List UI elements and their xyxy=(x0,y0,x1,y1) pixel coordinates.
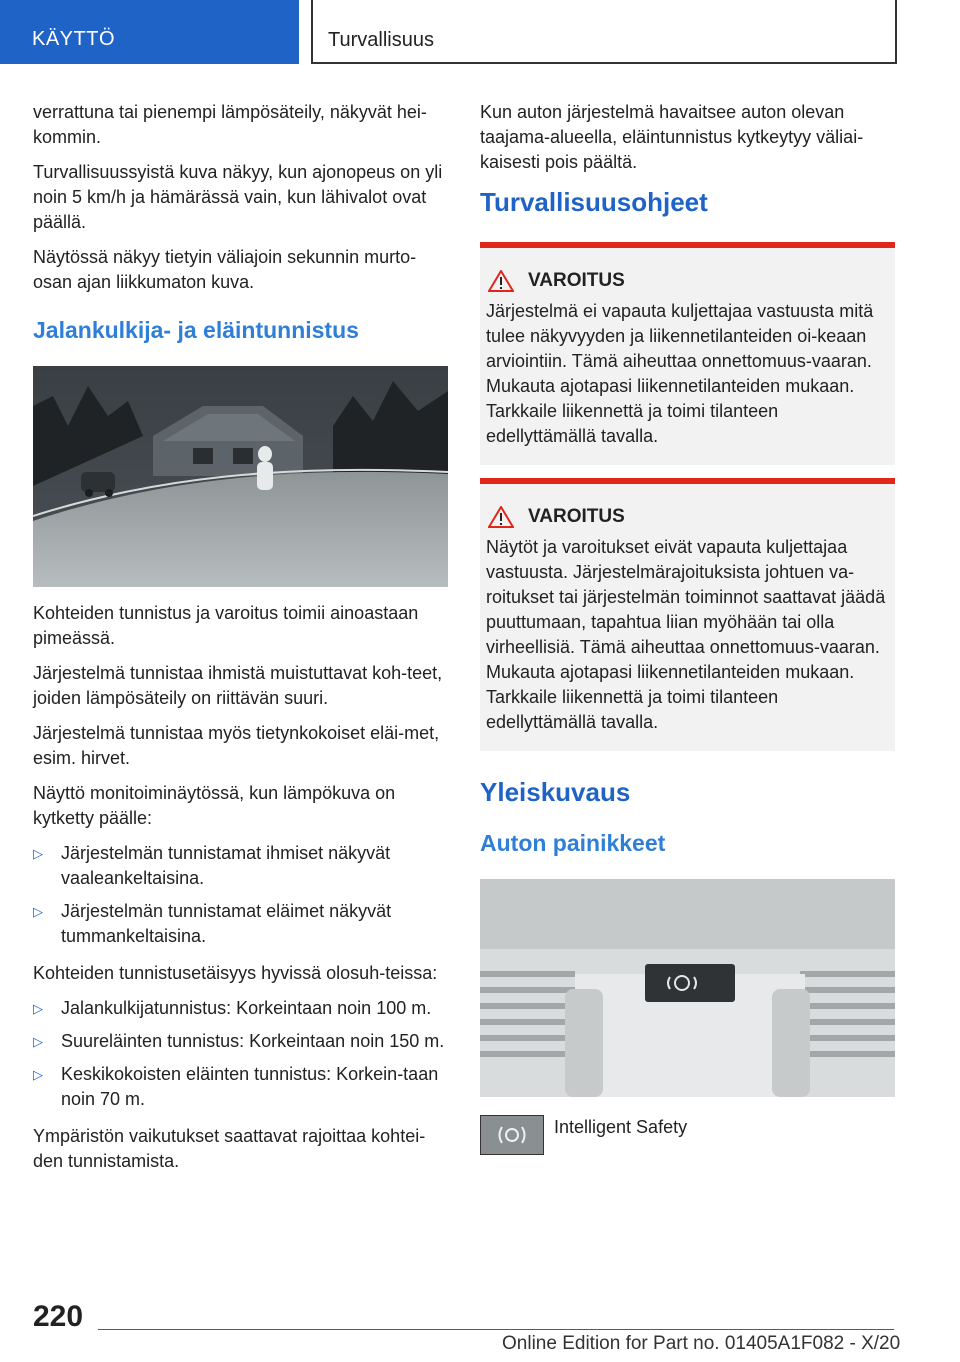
subsection-heading: Auton painikkeet xyxy=(480,830,666,856)
footer-divider xyxy=(98,1329,894,1330)
warning-text: Näytöt ja varoitukset eivät vapauta kuljettajaa vastuusta. Järjestelmärajoituksista johtuen va-roitukset tai järjestelmän toiminnot saattavat jäädä puuttumaan, tapahtua liian myöhään tai olla virheellisiä. Tämä aiheuttaa onnettomuus-vaaran. Mukauta ajotapasi liikennetilanteiden mukaan. Tarkkaile liikennettä ja toimi tilanteen edellyttämällä tavalla. xyxy=(486,537,886,732)
paragraph: verrattuna tai pienempi lämpösäteily, näkyvät hei-kommin. xyxy=(33,102,427,147)
section-heading: Yleiskuvaus xyxy=(480,777,631,807)
warning-title: VAROITUS xyxy=(486,270,887,292)
triangle-bullet-icon: ▷ xyxy=(33,846,43,861)
car-buttons-image xyxy=(480,879,895,1097)
thermal-night-image xyxy=(33,366,448,587)
warning-text: Järjestelmä ei vapauta kuljettajaa vastuusta mitä tulee näkyvyyden ja liikennetilanteiden oi-keaan arviointiin. Tämä aiheuttaa onnettomuus-vaaran. Mukauta ajotapasi liikennetilanteiden mukaan. Tarkkaile liikennettä ja toimi tilanteen edellyttämällä tavalla. xyxy=(486,301,874,446)
paragraph: Turvallisuussyistä kuva näkyy, kun ajonopeus on yli noin 5 km/h ja hämärässä vain, kun lähivalot ovat päällä. xyxy=(33,162,443,232)
left-column xyxy=(33,100,448,1184)
warning-title: VAROITUS xyxy=(486,506,887,528)
bullet-list xyxy=(33,841,448,949)
triangle-bullet-icon: ▷ xyxy=(33,1067,43,1082)
bullet-list xyxy=(33,996,448,1112)
right-column xyxy=(480,100,895,1155)
chapter-title: Turvallisuus xyxy=(328,29,434,51)
paragraph: Järjestelmä tunnistaa ihmistä muistuttavat koh-teet, joiden lämpösäteily on riittävän suuri. xyxy=(33,663,443,708)
button-label: Intelligent Safety xyxy=(554,1117,688,1137)
triangle-bullet-icon: ▷ xyxy=(33,904,43,919)
warning-box xyxy=(480,242,895,465)
page-number: 220 xyxy=(33,1300,84,1333)
list-item: ▷ Järjestelmän tunnistamat ihmiset näkyvät vaaleankeltaisina. xyxy=(33,843,391,888)
paragraph: Ympäristön vaikutukset saattavat rajoittaa kohtei-den tunnistamista. xyxy=(33,1126,426,1171)
paragraph: Näyttö monitoiminäytössä, kun lämpökuva on kytketty päälle: xyxy=(33,783,396,828)
paragraph: Kohteiden tunnistusetäisyys hyvissä olosuh-teissa: xyxy=(33,963,438,983)
warning-box xyxy=(480,478,895,751)
list-item: ▷ Järjestelmän tunnistamat eläimet näkyvät tummankeltaisina. xyxy=(33,901,392,946)
edition-note: Online Edition for Part no. 01405A1F082 - X/20 xyxy=(502,1333,901,1354)
section-heading: Turvallisuusohjeet xyxy=(480,187,708,217)
list-item: ▷ Keskikokoisten eläinten tunnistus: Korkein-taan noin 70 m. xyxy=(33,1064,439,1109)
warning-triangle-icon xyxy=(488,270,514,292)
triangle-bullet-icon: ▷ xyxy=(33,1001,43,1016)
button-legend xyxy=(480,1115,895,1155)
title-tab xyxy=(311,0,897,64)
list-item: ▷ Jalankulkijatunnistus: Korkeintaan noin 100 m. xyxy=(33,996,448,1021)
intelligent-safety-button-icon xyxy=(480,1115,544,1155)
paragraph: Kohteiden tunnistus ja varoitus toimii ainoastaan pimeässä. xyxy=(33,603,419,648)
triangle-bullet-icon: ▷ xyxy=(33,1034,43,1049)
paragraph: Kun auton järjestelmä havaitsee auton olevan taajama-alueella, eläintunnistus kytkeytyy väliai-kaisesti pois päältä. xyxy=(480,102,864,172)
list-item: ▷ Suureläinten tunnistus: Korkeintaan noin 150 m. xyxy=(33,1029,448,1054)
intelligent-safety-icon xyxy=(497,1124,527,1146)
paragraph: Näytössä näkyy tietyin väliajoin sekunnin murto-osan ajan liikkumaton kuva. xyxy=(33,247,417,292)
warning-triangle-icon xyxy=(488,506,514,528)
section-label: KÄYTTÖ xyxy=(32,28,116,50)
section-heading: Jalankulkija- ja eläintunnistus xyxy=(33,317,359,343)
paragraph: Järjestelmä tunnistaa myös tietynkokoiset eläi-met, esim. hirvet. xyxy=(33,723,440,768)
section-tab xyxy=(0,0,299,64)
